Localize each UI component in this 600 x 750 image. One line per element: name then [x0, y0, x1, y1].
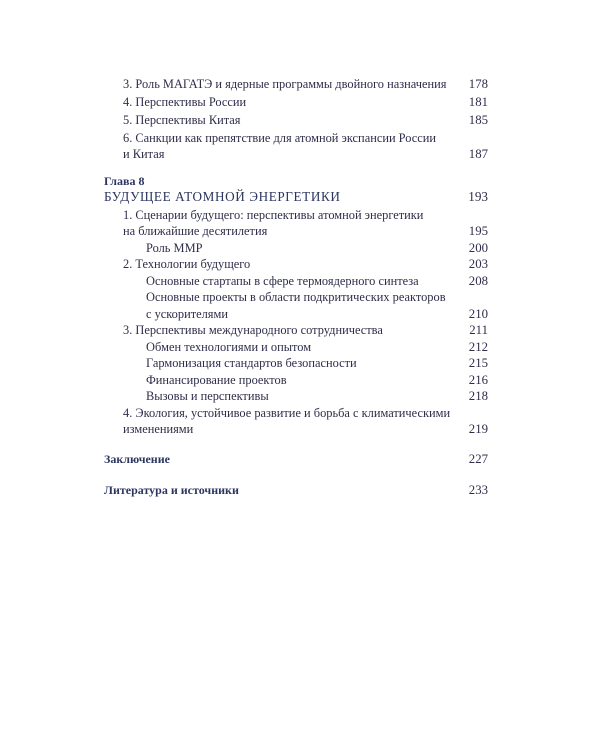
toc-entry-title: Основные стартапы в сфере термоядерного синтеза: [146, 274, 419, 288]
toc-entry: [104, 111, 488, 129]
toc-entry: [104, 354, 488, 372]
toc-entry-title: 5. Перспективы Китая: [123, 113, 241, 127]
toc-entry-title: Вызовы и перспективы: [146, 389, 269, 403]
toc-entry-title: 3. Перспективы международного сотрудничества: [123, 323, 383, 337]
toc-entry-continuation: [104, 222, 488, 240]
toc-page-number: 219: [468, 422, 488, 436]
toc-entry: [104, 288, 488, 306]
toc-entry-title: Основные проекты в области подкритических реакторов: [146, 290, 446, 304]
toc-entry-title: 4. Экология, устойчивое развитие и борьба с климатическими: [123, 406, 451, 420]
toc-page-number: 218: [468, 389, 488, 403]
toc-page-number: 215: [468, 356, 488, 370]
toc-page-number: 200: [468, 241, 488, 255]
section-title: Литература и источники: [104, 483, 239, 497]
toc-page-number: 195: [468, 224, 488, 238]
toc-page-number: 187: [468, 147, 488, 161]
toc-entry-continuation: [104, 420, 488, 438]
toc-page-number: 227: [468, 452, 488, 466]
toc-page-number: 212: [468, 340, 488, 354]
toc-entry: [104, 75, 488, 93]
toc-section-references: [104, 481, 488, 499]
chapter-title: БУДУЩЕЕ АТОМНОЙ ЭНЕРГЕТИКИ: [104, 189, 341, 204]
toc-entry-title: Обмен технологиями и опытом: [146, 340, 312, 354]
toc-entry-title: 1. Сценарии будущего: перспективы атомной энергетики: [123, 208, 424, 222]
toc-entry-title: 3. Роль МАГАТЭ и ядерные программы двойного назначения: [123, 77, 447, 91]
toc-entry: [104, 321, 488, 339]
toc-page-number: 181: [468, 95, 488, 109]
toc-page-number: 203: [468, 257, 488, 271]
toc-entry-title: Финансирование проектов: [146, 373, 287, 387]
toc-entry-title: 6. Санкции как препятствие для атомной экспансии России: [123, 131, 437, 145]
toc-entry-title: 4. Перспективы России: [123, 95, 247, 109]
toc-section-conclusion: [104, 450, 488, 468]
toc-page-number: 185: [468, 113, 488, 127]
toc-entry-title-line2: изменениями: [123, 422, 194, 436]
chapter-label: Глава 8: [104, 174, 145, 188]
toc-entry: [104, 387, 488, 405]
toc-entry-title-line2: с ускорителями: [146, 307, 228, 321]
toc-entry: [104, 93, 488, 111]
chapter-title-row: [104, 188, 488, 206]
toc-entry-title: 2. Технологии будущего: [123, 257, 251, 271]
toc-entry-title: Роль ММР: [146, 241, 203, 255]
toc-entry-continuation: [104, 145, 488, 163]
toc-entry-title: Гармонизация стандартов безопасности: [146, 356, 357, 370]
toc-page-number: 193: [468, 189, 488, 204]
toc-page-number: 210: [468, 307, 488, 321]
toc-entry-title-line2: и Китая: [123, 147, 165, 161]
toc-page-number: 208: [468, 274, 488, 288]
toc-page-number: 178: [468, 77, 488, 91]
toc-page-number: 211: [469, 323, 488, 337]
toc-entry: [104, 255, 488, 273]
toc-page-number: 233: [468, 483, 488, 497]
toc-entry-title-line2: на ближайшие десятилетия: [123, 224, 268, 238]
section-title: Заключение: [104, 452, 170, 466]
toc-page-number: 216: [468, 373, 488, 387]
